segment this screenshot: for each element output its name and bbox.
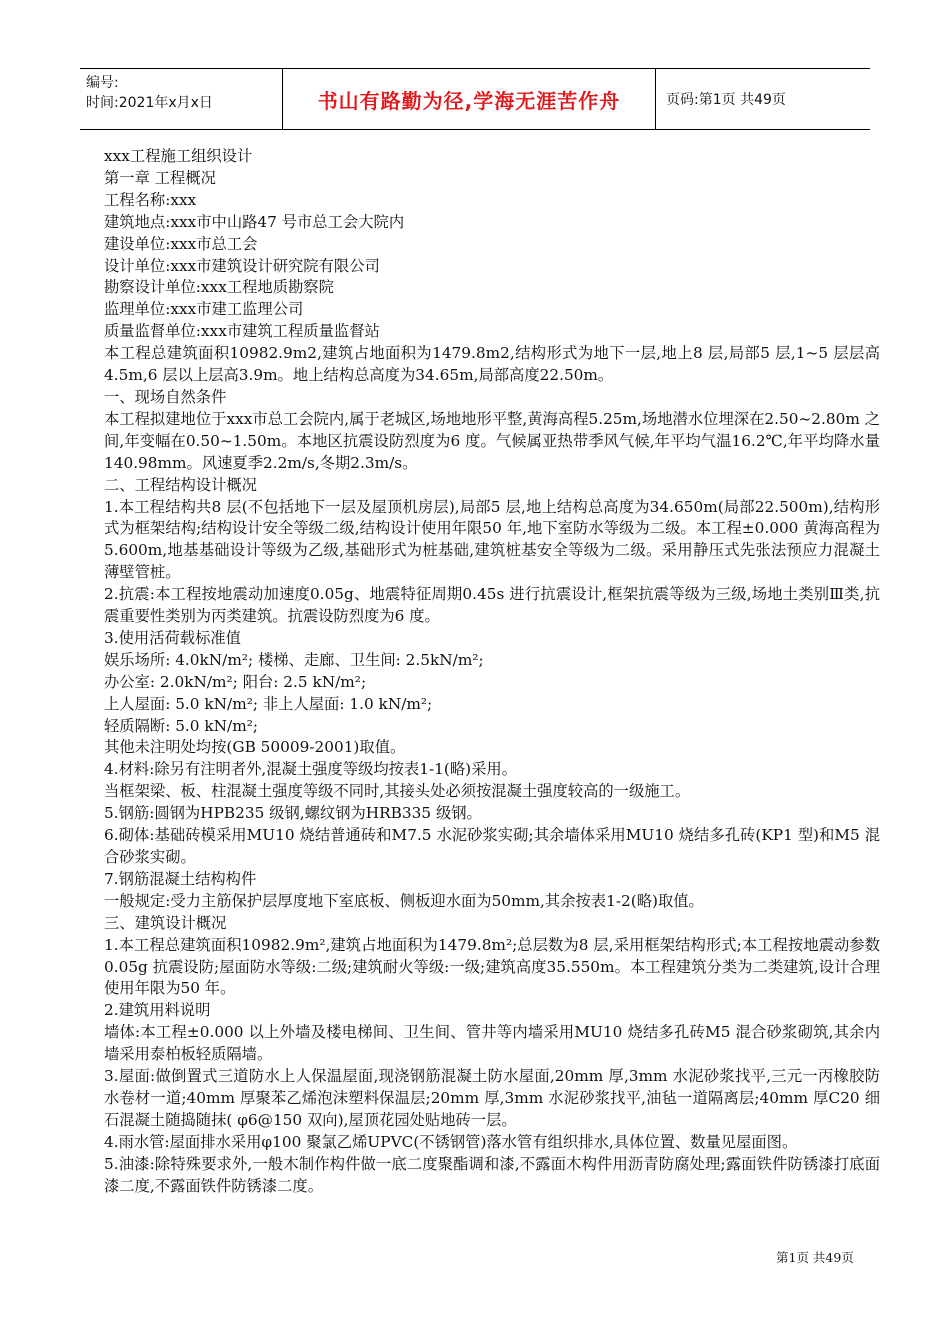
load-line: 轻质隔断: 5.0 kN/m²; xyxy=(104,716,258,735)
body-paragraph: 本工程总建筑面积10982.9m2,建筑占地面积为1479.8m2,结构形式为地下一层,地上8 层,局部5 层,1~5 层层高4.5m,6 层以上层高3.9m。地上结构总高度为34.65m,局部高度22.50m。 xyxy=(104,344,880,385)
code-label: 编号: xyxy=(86,75,119,91)
body-paragraph: 1.本工程结构共8 层(不包括地下一层及屋顶机房层),局部5 层,地上结构总高度为34.650m(局部22.500m),结构形式为框架结构;结构设计安全等级二级,结构设计使用年限50 年,地下室防水等级为二级。本工程±0.000 黄海高程为5.600m,地基基础设计等级为乙级,基础形式为桩基础,建筑桩基安全等级为二级。采用静压式先张法预应力混凝土薄壁管桩。 xyxy=(104,497,880,582)
body-paragraph: 4.材料:除另有注明者外,混凝土强度等级均按表1-1(略)采用。 xyxy=(104,760,518,779)
load-line: 上人屋面: 5.0 kN/m²; 非上人屋面: 1.0 kN/m²; xyxy=(104,694,433,713)
info-line: 设计单位:xxx市建筑设计研究院有限公司 xyxy=(104,256,380,275)
header-page-number: 页码:第1页 共49页 xyxy=(666,92,786,108)
header-meta xyxy=(80,69,282,129)
load-line: 娱乐场所: 4.0kN/m²; 楼梯、走廊、卫生间: 2.5kN/m²; xyxy=(104,650,484,669)
body-paragraph: 其他未注明处均按(GB 50009-2001)取值。 xyxy=(104,738,406,757)
body-paragraph: 5.油漆:除特殊要求外,一般木制作构件做一底二度聚酯调和漆,不露面木构件用沥青防腐处理;露面铁件防锈漆打底面漆二度,不露面铁件防锈漆二度。 xyxy=(104,1154,880,1195)
info-line: 建筑地点:xxx市中山路47 号市总工会大院内 xyxy=(104,212,405,231)
body-paragraph: 2.建筑用料说明 xyxy=(104,1001,211,1020)
section-heading: 二、工程结构设计概况 xyxy=(104,475,257,494)
info-line: 质量监督单位:xxx市建筑工程质量监督站 xyxy=(104,322,380,341)
page-footer: 第1页 共49页 xyxy=(776,1250,854,1265)
document-body xyxy=(104,146,880,1198)
body-paragraph: 6.砌体:基础砖模采用MU10 烧结普通砖和M7.5 水泥砂浆实砌;其余墙体采用MU10 烧结多孔砖(KP1 型)和M5 混合砂浆实砌。 xyxy=(104,826,880,866)
info-line: 监理单位:xxx市建工监理公司 xyxy=(104,300,304,319)
section-heading: 三、建筑设计概况 xyxy=(104,913,227,932)
page-header xyxy=(80,68,870,130)
body-paragraph: 当框架梁、板、柱混凝土强度等级不同时,其接头处必须按混凝土强度较高的一级施工。 xyxy=(104,782,691,801)
section-heading: 一、现场自然条件 xyxy=(104,387,227,406)
body-paragraph: 2.抗震:本工程按地震动加速度0.05g、地震特征周期0.45s 进行抗震设计,框架抗震等级为三级,场地土类别Ⅲ类,抗震重要性类别为丙类建筑。抗震设防烈度为6 度。 xyxy=(104,585,880,626)
body-paragraph: 3.屋面:做倒置式三道防水上人保温屋面,现浇钢筋混凝土防水屋面,20mm 厚,3mm 水泥砂浆找平,三元一丙橡胶防水卷材一道;40mm 厚聚苯乙烯泡沫塑料保温层;20mm 厚,3mm 水泥砂浆找平,油毡一道隔离层;40mm 厚C20 细石混凝土随捣随抹( φ6@150 双向),屋顶花园处贴地砖一层。 xyxy=(104,1067,880,1129)
body-paragraph: 4.雨水管:屋面排水采用φ100 聚氯乙烯UPVC(不锈钢管)落水管有组织排水,具体位置、数量见屋面图。 xyxy=(104,1132,798,1151)
info-line: 勘察设计单位:xxx工程地质勘察院 xyxy=(104,278,334,297)
body-paragraph: 5.钢筋:圆钢为HPB235 级钢,螺纹钢为HRB335 级钢。 xyxy=(104,804,482,823)
info-line: 工程名称:xxx xyxy=(104,190,197,209)
body-paragraph: 1.本工程总建筑面积10982.9m²,建筑占地面积为1479.8m²;总层数为8 层,采用框架结构形式;本工程按地震动参数0.05g 抗震设防;屋面防水等级:二级;建筑耐火等级:一级;建筑高度35.550m。本工程建筑分类为二类建筑,设计合理使用年限为50 年。 xyxy=(104,935,880,998)
body-paragraph: 本工程拟建地位于xxx市总工会院内,属于老城区,场地地形平整,黄海高程5.25m,场地潜水位埋深在2.50~2.80m 之间,年变幅在0.50~1.50m。本地区抗震设防烈度为6 度。气候属亚热带季风气候,年平均气温16.2℃,年平均降水量140.98mm。风速夏季2.2m/s,冬期2.3m/s。 xyxy=(104,409,880,472)
body-paragraph: 墙体:本工程±0.000 以上外墙及楼电梯间、卫生间、管井等内墙采用MU10 烧结多孔砖M5 混合砂浆砌筑,其余内墙采用泰柏板轻质隔墙。 xyxy=(104,1023,880,1064)
chapter-heading: 第一章 工程概况 xyxy=(104,168,216,187)
body-paragraph: 7.钢筋混凝土结构构件 xyxy=(104,869,257,888)
time-label: 时间:2021年x月x日 xyxy=(86,95,213,111)
info-line: 建设单位:xxx市总工会 xyxy=(104,234,258,253)
header-motto: 书山有路勤为径,学海无涯苦作舟 xyxy=(282,69,656,129)
body-paragraph: 3.使用活荷载标准值 xyxy=(104,628,241,647)
doc-title: xxx工程施工组织设计 xyxy=(104,147,253,165)
load-line: 办公室: 2.0kN/m²; 阳台: 2.5 kN/m²; xyxy=(104,672,367,691)
body-paragraph: 一般规定:受力主筋保护层厚度地下室底板、侧板迎水面为50mm,其余按表1-2(略)取值。 xyxy=(104,891,704,910)
